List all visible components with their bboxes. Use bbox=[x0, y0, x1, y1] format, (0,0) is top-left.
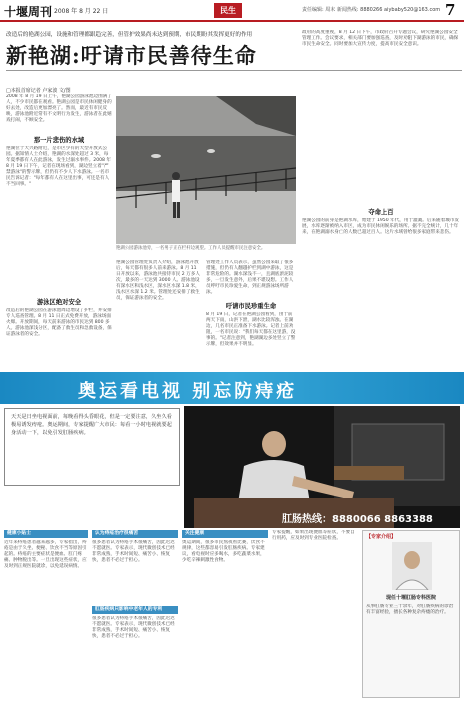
photo-caption: 艳湖公园游泳池旁，一名男子正在栏杆边观望。工作人员提醒市民注意安全。 bbox=[116, 246, 266, 251]
subheading-cherish-life: 吁请市民珍重生命 bbox=[225, 303, 277, 310]
hotline-number: 肛肠热线：8880066 8863388 bbox=[282, 514, 433, 525]
masthead: 十堰周刊 bbox=[4, 5, 53, 19]
article-col1-para3: 改造后的艳湖公园在游泳池周边增设了护栏，并安排专人巡查管理。8 月 11 日正式免费开放，游泳场面火爆。开放期间，每天前来游泳的市民达到 800 多人。游泳池深浅分区，配备了救生员和急救设备，保证游泳者的安全。 bbox=[6, 308, 112, 337]
byline: □本报首席记者 卢家波 文/图 bbox=[6, 88, 71, 94]
article-col4-para1: 政府的高度重视，8 月 12 日下午，市政府召开专题会议，研究艳湖公园安全管理工作。会议要求，相关部门要加强巡查，及时劝阻下湖游泳的市民，确保市民生命安全。同时要加大宣传力度，提高市民安全意识。 bbox=[302, 30, 459, 47]
bottom-col-a-title: 健康小贴士 bbox=[4, 530, 88, 538]
article-col1-para1: 2008 年 8 月 19 日上午，艳湖公园游泳池边围满了人，不少市民都在观看。艳湖公园是市民休闲健身的好去处，改造后更加漂亮了。然而，最近有市民反映，游泳池附近常有不文明行为发生，游泳者在此嬉戏打闹，不顾安全。 bbox=[6, 94, 112, 123]
article-col3-para2: 8 月 19 日，记者在艳湖公园看到，由于前两天下雨，山洪下泄，湖水比较浑浊。在湖边，几名市民正准备下水游泳。记者上前劝阻，一名市民说："我们每天都在这里游，没事的。"记者注意到，艳湖湖边多处竖立了警示牌，但效果并不明显。 bbox=[206, 312, 296, 347]
issue-date: 2008 年 8 月 22 日 bbox=[54, 8, 109, 15]
subheading-hundred-lives: 夺命上百 bbox=[368, 209, 394, 216]
bottom-col-b: 很多患者认为痔疮手术很痛苦，因此迟迟不愿就医。专家表示，现代微创技术已经非常成熟，手术时间短、痛苦小、恢复快，患者不必过于担心。 bbox=[92, 540, 175, 563]
ad-banner-title: 奥运看电视 别忘防痔疮 bbox=[78, 381, 298, 402]
section-label: 民生 bbox=[214, 3, 242, 18]
news-photo bbox=[116, 96, 296, 244]
bottom-col-a: 近年来痔疮患者越来越多，专家指出，痔疮是由于久坐、便秘、饮食不当等原因引起的。痔疮的主要症状是便血、肛门疼痛、肿物脱出等。一旦出现这些症状，应及时到正规医院就诊，以免延误病情。 bbox=[4, 540, 87, 569]
expert-bio: 从事肛肠专业三十余年，对肛肠疾病的诊治有丰富经验，擅长各种复杂痔瘘的治疗。 bbox=[366, 604, 454, 615]
article-col3-para1: 管理处工作人员表示，虽然公园采取了很多措施，但仍有人翻越护栏到湖中游泳，这是非常危险的。湖水深浅不一，且湖底淤泥较多，一旦发生意外，后果不堪设想。工作人员呼吁市民珍爱生命，到正规游泳场所游泳。 bbox=[206, 260, 294, 295]
expert-label: 【专家介绍】 bbox=[366, 534, 397, 540]
bottom-col-d: 专家提醒，如果出现便血等症状，不要自行用药，应及时到专业医院检查。 bbox=[272, 530, 355, 541]
article-col1-para2: 艳湖位于大兴路附近，是市区少有的大型开放式公园。据知情人士介绍，艳湖的水深处超过 3 米，每年夏季都有人在此游泳，发生过溺水事件。2008 年 8 月 19 日下午，记者在现场看到，湖边竖立着"严禁游泳"的警示牌，但仍有不少人下水游泳。一名市民告诉记者："每年都有人在这里出事，可还是有人不当回事。" bbox=[6, 146, 112, 187]
expert-title: 现任十堰肛肠专科医院 bbox=[385, 595, 436, 601]
bottom-col-b-title: 认为痔疮治疗很痛苦 bbox=[92, 530, 178, 538]
bottom-col-b2-title: 肛肠疾病只影响中老年人的专利 bbox=[92, 606, 178, 614]
article-subhead: 改造后的艳湖公园，设施和管理都跟趋完善，但管护效果尚未达到预期，市民期盼其发挥更好的作用 bbox=[6, 32, 253, 38]
bottom-col-b2: 很多患者认为痔疮手术很痛苦，因此迟迟不愿就医。专家表示，现代微创技术已经非常成熟，手术时间短、痛苦小、恢复快，患者不必过于担心。 bbox=[92, 616, 175, 639]
article-col2: 艳湖公园管理处负责人介绍，游泳池开放后，每天都有很多人前来游泳。8 月 11 日开放以来，游泳池共接待市民 2 万多人次，最多的一天达到 3000 人。游泳池设有深水区和浅水区，深水区水深 1.8 米，浅水区水深 1.2 米。管理处还安排了救生员，保证游泳者的安全。 bbox=[116, 260, 200, 301]
article-title: 新艳湖:吁请市民善待生命 bbox=[6, 43, 257, 68]
expert-portrait bbox=[392, 542, 432, 590]
article-col4-para2: 艳湖公园的前身是艳湖水库，始建于 1950 年代，用于灌溉。后来随着城市发展，水库逐渐被纳入市区，成为市民休闲娱乐的场所。据不完全统计，几十年来，在艳湖溺水身亡的人数已超过百人。这片水域曾给很多家庭带来悲伤。 bbox=[302, 218, 460, 235]
page-number: 7 bbox=[445, 1, 456, 19]
subheading-sad-waters: 那一片悲伤的水域 bbox=[33, 137, 85, 144]
bottom-col-c-title: 关注健康 bbox=[182, 530, 268, 538]
editor-info: 责任编辑: 周末 新闻热线: 8880266 aiybaby520@163.com bbox=[302, 7, 441, 13]
subheading-swim-area: 游泳区绝对安全 bbox=[36, 299, 82, 306]
bottom-col-c: 奥运期间，很多市民熬夜看比赛，饮食不规律，这些都容易引发肛肠疾病。专家建议，看电视时应多喝水，多吃蔬菜水果，少吃辛辣刺激性食物。 bbox=[182, 540, 265, 563]
ad-intro-box: 天天是日坐电视面前，每晚看得头昏眼花，但是一定要注意，久坐久看极易诱发痔疮。奥运期间，专家提醒广大市民：每看一小时电视就要起身活动一下，以免引发肛肠疾病。 bbox=[4, 408, 180, 486]
